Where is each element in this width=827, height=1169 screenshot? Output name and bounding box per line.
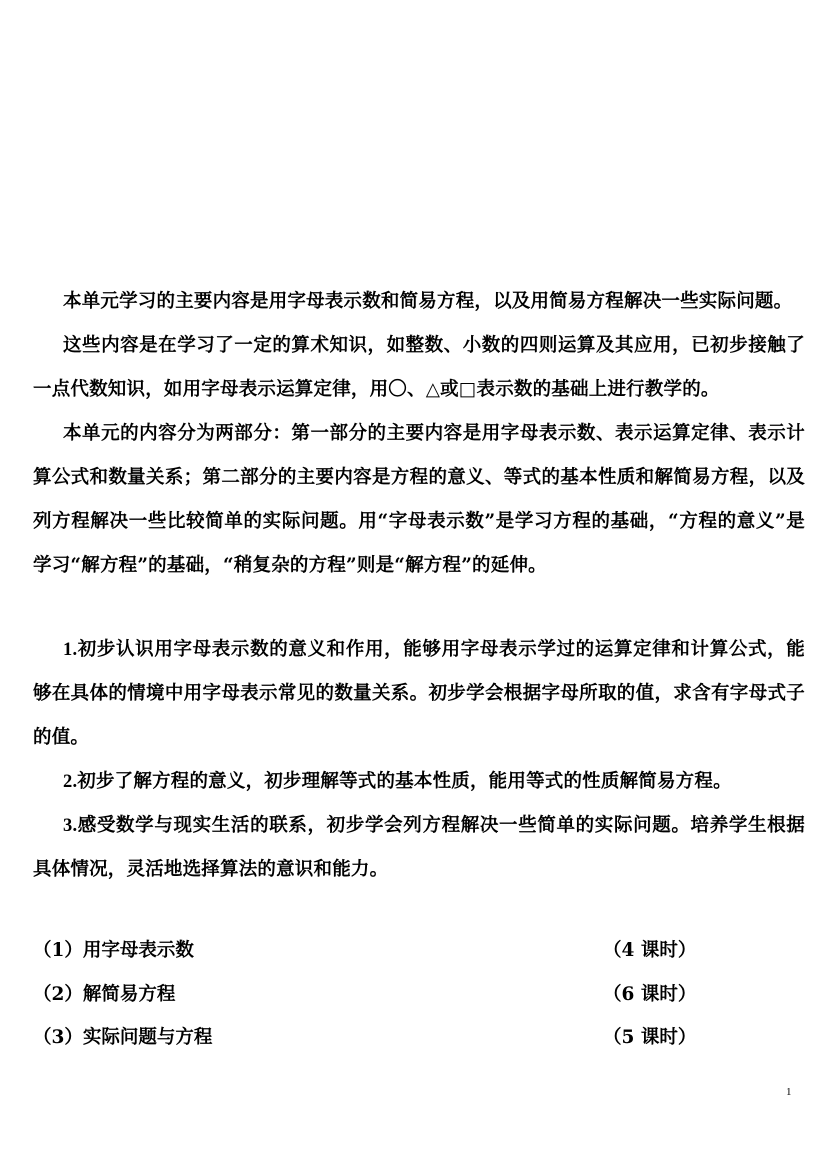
schedule-row (33, 1023, 697, 1053)
schedule-hours: （5 课时） (603, 1027, 697, 1048)
objective-2 (33, 760, 805, 804)
schedule-hours: （4 课时） (603, 940, 697, 961)
objective-3-text: 感受数学与现实生活的联系，初步学会列方程解决一些简单的实际问题。培养学生根据具体情况，灵活地选择算法的意识和能力。 (33, 815, 805, 880)
intro-paragraph-2: 这些内容是在学习了一定的算术知识，如整数、小数的四则运算及其应用，已初步接触了一点代数知识，如用字母表示运算定律，用〇、△或□表示数的基础上进行教学的。 (33, 335, 805, 400)
intro-paragraph-1: 本单元学习的主要内容是用字母表示数和简易方程，以及用简易方程解决一些实际问题。 (63, 291, 793, 312)
objective-3-number: 3. (63, 816, 78, 836)
objective-1-number: 1. (63, 640, 78, 660)
objective-3 (33, 804, 805, 892)
objective-2-number: 2. (63, 772, 78, 792)
intro-paragraph-3: 本单元的内容分为两部分：第一部分的主要内容是用字母表示数、表示运算定律、表示计算公式和数量关系；第二部分的主要内容是方程的意义、等式的基本性质和解简易方程，以及列方程解决一些比较简单的实际问题。用“字母表示数”是学习方程的基础，“方程的意义”是学习“解方程”的基础，“稍复杂的方程”则是“解方程”的延伸。 (33, 423, 805, 576)
objective-1-text: 初步认识用字母表示数的意义和作用，能够用字母表示学过的运算定律和计算公式，能够在具体的情境中用字母表示常见的数量关系。初步学会根据字母所取的值，求含有字母式子的值。 (33, 639, 805, 748)
schedule-topic: （1）用字母表示数 (33, 940, 194, 961)
objective-1 (33, 628, 805, 760)
objective-2-text: 初步了解方程的意义，初步理解等式的基本性质，能用等式的性质解简易方程。 (77, 771, 732, 792)
schedule-hours: （6 课时） (603, 984, 697, 1005)
schedule-row (33, 980, 697, 1010)
schedule-topic: （3）实际问题与方程 (33, 1027, 213, 1048)
schedule-topic: （2）解简易方程 (33, 984, 176, 1005)
page-number: 1 (786, 1086, 792, 1098)
schedule-row (33, 936, 697, 966)
